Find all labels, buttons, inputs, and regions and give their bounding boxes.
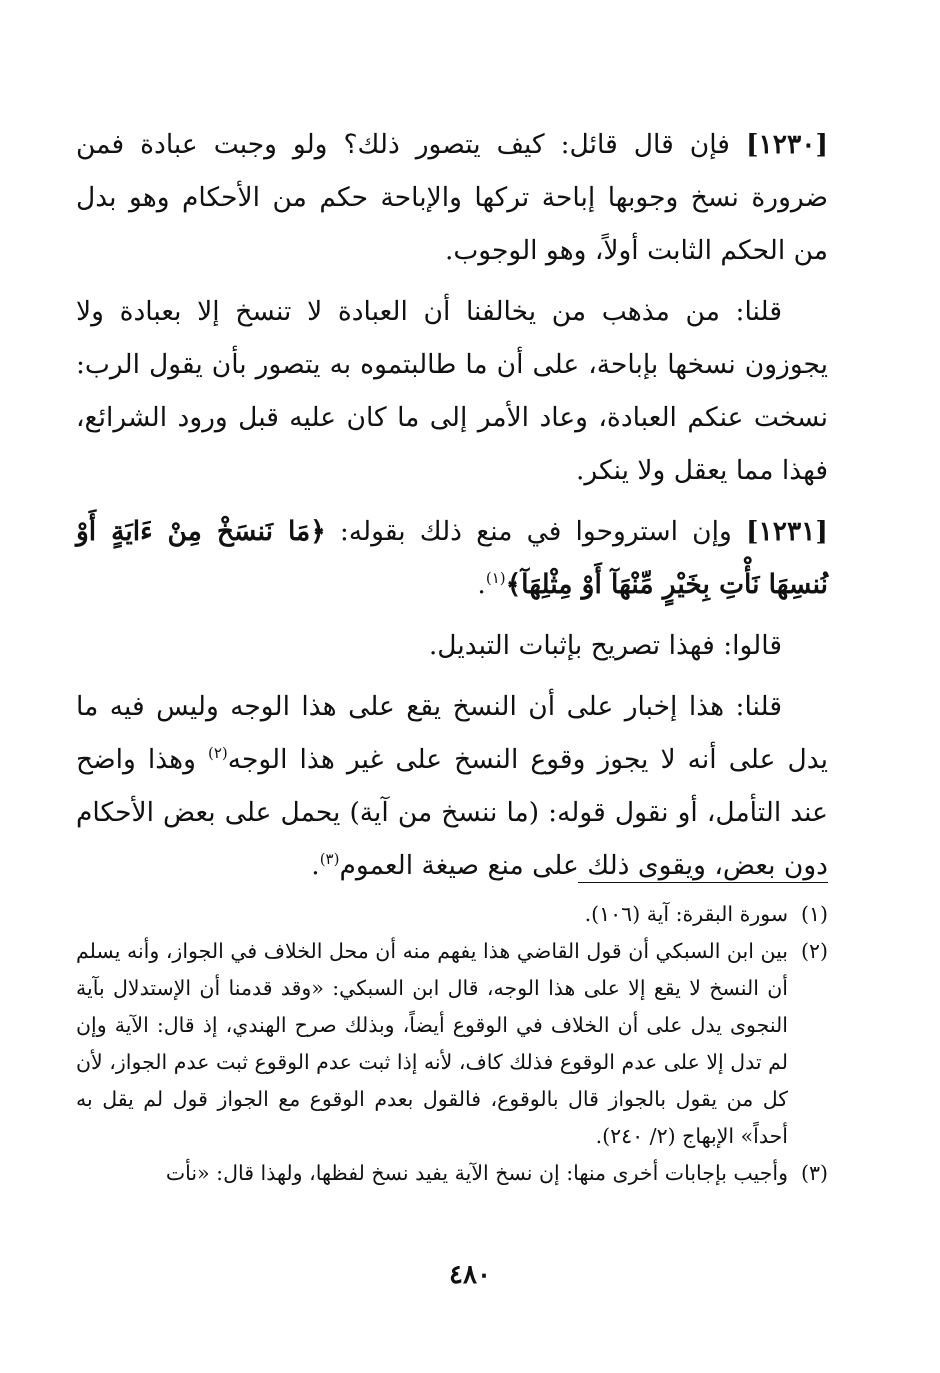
footnote-text: بين ابن السبكي أن قول القاضي هذا يفهم منه أن محل الخلاف في الجواز، وأنه يسلم أن النسخ لا يقع إلا على هذا الوجه، قال ابن السبكي: «وقد قدمنا أن الإستدلال بآية النجوى يدل على أن الخلاف في الوقوع أيضاً، وبذلك صرح الهندي، إذ قال: الآية وإن لم تدل إلا على عدم الوقوع فذلك كاف، لأنه إذا ثبت عدم الوقوع ثبت عدم الجواز، لأن كل من يقول بالجواز قال بالوقوع، فالقول بعدم الوقوع مع الجواز قول لم يقل به أحداً» الإبهاج (٢/ ٢٤٠). — [76, 939, 788, 1148]
paragraph-1230 — [76, 118, 828, 277]
paragraph-text: قلنا: من مذهب من يخالفنا أن العبادة لا تنسخ إلا بعبادة ولا يجوزون نسخها بإباحة، على أن ما طالبتموه به يتصور بأن يقول الرب: نسخت عنكم العبادة، وعاد الأمر إلى ما كان عليه قبل ورود الشرائع، فهذا مما يعقل ولا ينكر. — [76, 296, 828, 486]
footnote-3 — [76, 1155, 828, 1192]
paragraph-text: فإن قال قائل: كيف يتصور ذلك؟ ولو وجبت عبادة فمن ضرورة نسخ وجوبها إباحة تركها والإباحة حكم من الأحكام وهو بدل من الحكم الثابت أولاً، وهو الوجوب. — [76, 129, 828, 266]
paragraph-end: . — [311, 850, 320, 881]
footnote-number: (٢) — [800, 939, 828, 963]
paragraph-1231 — [76, 505, 828, 611]
page-number: ٤٨٠ — [449, 1260, 491, 1290]
footnote-ref[interactable]: (٢) — [207, 744, 228, 763]
footnote-divider — [578, 882, 828, 883]
paragraph-reply-2 — [76, 680, 828, 892]
main-text — [76, 118, 828, 892]
footnote-1 — [76, 896, 828, 933]
paragraph-text: قالوا: فهذا تصريح بإثبات التبديل. — [428, 630, 782, 661]
paragraph-end: . — [477, 569, 486, 600]
paragraph-reply-1 — [76, 285, 828, 497]
paragraph-number: [١٢٣١] — [745, 516, 828, 547]
paragraph-objection — [76, 619, 828, 672]
footnote-ref[interactable]: (١) — [485, 569, 506, 588]
footnote-ref[interactable]: (٣) — [319, 850, 340, 869]
footnote-text: وأجيب بإجابات أخرى منها: إن نسخ الآية يفيد نسخ لفظها، ولهذا قال: «نأت — [165, 1161, 788, 1185]
footnote-number: (٣) — [800, 1161, 828, 1185]
paragraph-text: وإن استروحوا في منع ذلك بقوله: — [339, 516, 732, 547]
footnote-number: (١) — [800, 902, 828, 926]
quran-verse: ﴿مَا نَنسَخْ مِنْ ءَايَةٍ أَوْ نُنسِهَا نَأْتِ بِخَيْرٍ مِّنْهَآ أَوْ مِثْلِهَآ﴾ — [76, 516, 828, 600]
footnote-text: سورة البقرة: آية (١٠٦). — [584, 902, 788, 926]
footnote-2 — [76, 933, 828, 1155]
paragraph-text: قلنا: هذا إخبار على أن النسخ يقع على هذا الوجه وليس فيه ما يدل على أنه لا يجوز وقوع النسخ على غير هذا الوجه — [76, 691, 828, 775]
paragraph-number: [١٢٣٠] — [745, 129, 828, 160]
footnotes — [76, 896, 828, 1192]
paragraph-text: وهذا واضح عند التأمل، أو نقول قوله: (ما ننسخ من آية) يحمل على بعض الأحكام دون بعض، ويقوى ذلك على منع صيغة العموم — [76, 744, 828, 881]
